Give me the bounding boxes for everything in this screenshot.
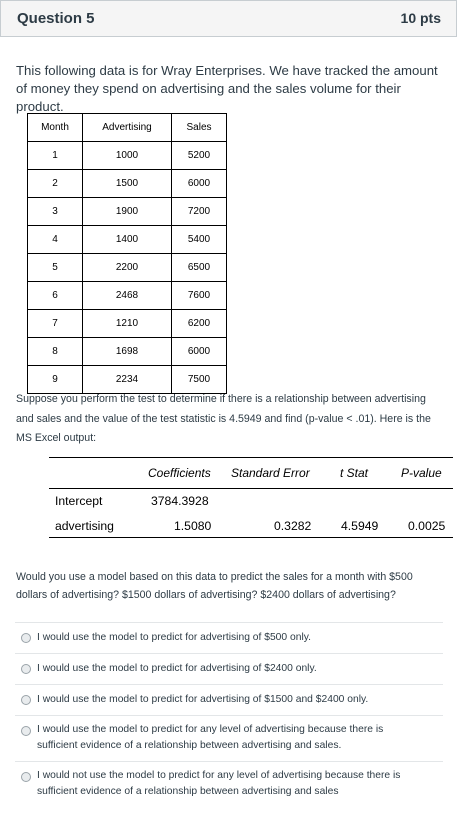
excel-intercept-coef: 3784.3928	[151, 494, 209, 508]
excel-bottom-rule	[49, 537, 453, 538]
table-cell: 7200	[172, 198, 227, 226]
table-row	[28, 310, 227, 338]
table-header-sales: Sales	[172, 114, 227, 142]
table-header-advertising: Advertising	[83, 114, 172, 142]
table-cell: 1000	[83, 142, 172, 170]
table-cell: 5200	[172, 142, 227, 170]
excel-top-rule	[49, 457, 453, 458]
radio-button[interactable]	[21, 695, 31, 705]
table-row	[28, 254, 227, 282]
answer-option-2[interactable]	[15, 653, 443, 684]
table-cell: 1400	[83, 226, 172, 254]
table-row	[28, 226, 227, 254]
answer-option-1[interactable]	[15, 622, 443, 653]
answer-label[interactable]: I would use the model to predict for advertising of $2400 only.	[37, 663, 317, 674]
radio-button[interactable]	[21, 726, 31, 736]
table-cell: 6	[28, 282, 83, 310]
table-row	[28, 198, 227, 226]
table-cell: 1500	[83, 170, 172, 198]
excel-header-coefficients: Coefficients	[148, 466, 211, 480]
table-cell: 7500	[172, 366, 227, 394]
radio-button[interactable]	[21, 664, 31, 674]
excel-advertising-tstat: 4.5949	[341, 519, 379, 533]
answer-option-3[interactable]	[15, 684, 443, 715]
table-row	[28, 142, 227, 170]
answer-option-4[interactable]	[15, 715, 443, 761]
table-cell: 1	[28, 142, 83, 170]
test-description: Suppose you perform the test to determine if there is a relationship between advertising and sales and the value of the test statistic is 4.5949 and find (p-value < .01). Here is the MS Excel output:	[16, 393, 431, 444]
table-cell: 6000	[172, 170, 227, 198]
table-cell: 5	[28, 254, 83, 282]
question-text: Would you use a model based on this data to predict the sales for a month with $500 dollars of advertising? $1500 dollars of advertising? $2400 dollars of advertising?	[16, 571, 413, 601]
excel-advertising-pvalue: 0.0025	[408, 519, 446, 533]
table-row	[28, 282, 227, 310]
table-cell: 4	[28, 226, 83, 254]
table-cell: 2468	[83, 282, 172, 310]
excel-advertising-se: 0.3282	[274, 519, 312, 533]
table-cell: 8	[28, 338, 83, 366]
table-cell: 9	[28, 366, 83, 394]
table-cell: 1210	[83, 310, 172, 338]
excel-header-rule	[49, 488, 453, 489]
question-title: Question 5	[17, 10, 95, 27]
excel-header-t-stat: t Stat	[340, 466, 369, 480]
data-table	[27, 113, 227, 394]
table-header-month: Month	[28, 114, 83, 142]
excel-intercept-label: Intercept	[55, 494, 103, 508]
table-cell: 5400	[172, 226, 227, 254]
table-header-row	[28, 114, 227, 142]
excel-advertising-label: advertising	[55, 519, 114, 533]
question-header	[0, 0, 457, 37]
excel-advertising-coef: 1.5080	[174, 519, 212, 533]
table-cell: 1900	[83, 198, 172, 226]
table-cell: 3	[28, 198, 83, 226]
table-cell: 2200	[83, 254, 172, 282]
intro-text: This following data is for Wray Enterprises. We have tracked the amount of money they spend on advertising and the sales volume for their product.	[16, 63, 438, 114]
table-cell: 6500	[172, 254, 227, 282]
excel-header-standard-error: Standard Error	[231, 466, 310, 480]
table-cell: 7	[28, 310, 83, 338]
answer-label[interactable]: I would not use the model to predict for any level of advertising because there is sufficient evidence of a relationship between advertising and sales	[37, 770, 401, 797]
table-row	[28, 170, 227, 198]
answer-option-5[interactable]	[15, 761, 443, 807]
table-row	[28, 338, 227, 366]
table-cell: 6200	[172, 310, 227, 338]
table-cell: 2	[28, 170, 83, 198]
excel-header-p-value: P-value	[401, 466, 442, 480]
answer-label[interactable]: I would use the model to predict for advertising of $500 only.	[37, 632, 311, 643]
radio-button[interactable]	[21, 772, 31, 782]
table-cell: 7600	[172, 282, 227, 310]
answer-label[interactable]: I would use the model to predict for advertising of $1500 and $2400 only.	[37, 694, 369, 705]
table-cell: 6000	[172, 338, 227, 366]
table-cell: 2234	[83, 366, 172, 394]
answer-label[interactable]: I would use the model to predict for any level of advertising because there is sufficient evidence of a relationship between advertising and sales.	[37, 724, 384, 751]
table-cell: 1698	[83, 338, 172, 366]
radio-button[interactable]	[21, 633, 31, 643]
question-points: 10 pts	[400, 10, 441, 26]
